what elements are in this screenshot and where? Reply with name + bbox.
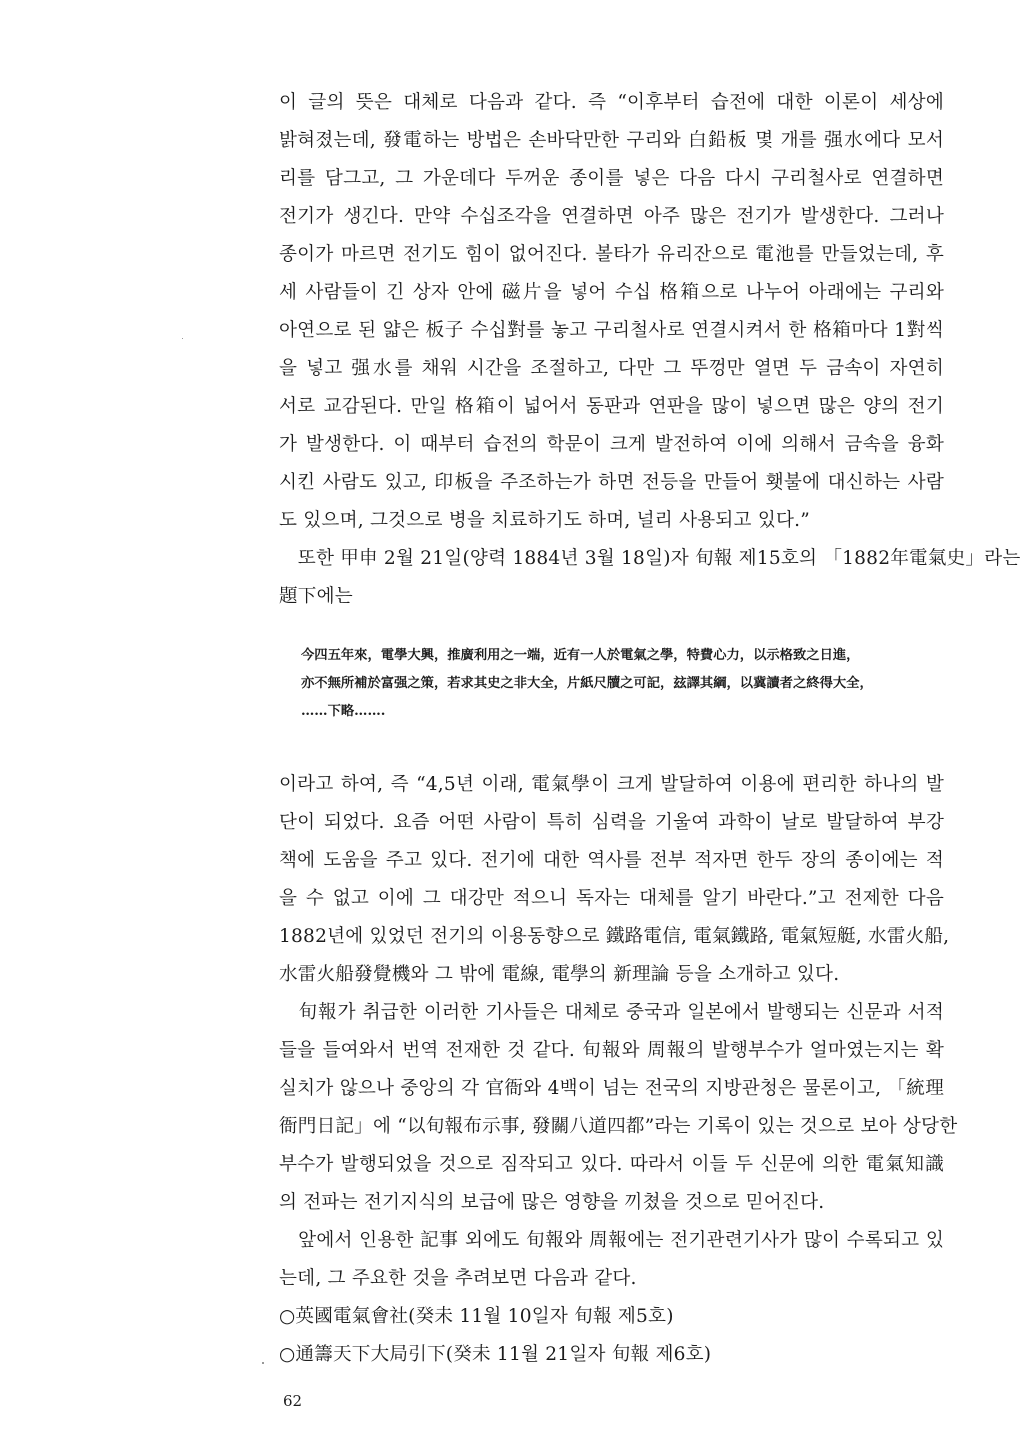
text-line: 부수가 발행되었을 것으로 짐작되고 있다. 따라서 이들 두 신문에 의한 電氣知識: [279, 1154, 944, 1175]
text-line: 들을 들여와서 번역 전재한 것 같다. 旬報와 周報의 발행부수가 얼마였는지는 확: [279, 1040, 944, 1061]
quote-line: 亦不無所補於富强之策，若求其史之非大全，片紙尺牘之可記，玆譯其綱，以冀讀者之終得大全，: [301, 676, 873, 691]
list-item: ○通籌天下大局引下(癸未 11월 21일자 旬報 제6호): [279, 1344, 712, 1365]
page-number: 62: [283, 1392, 303, 1410]
text-line: 책에 도움을 주고 있다. 전기에 대한 역사를 전부 적자면 한두 장의 종이에는 적: [279, 850, 944, 871]
text-line: 시킨 사람도 있고, 印板을 주조하는가 하면 전등을 만들어 횃불에 대신하는 사람: [279, 472, 944, 493]
text-line: 題下에는: [279, 586, 353, 607]
text-line: 앞에서 인용한 記事 외에도 旬報와 周報에는 전기관련기사가 많이 수록되고 있: [279, 1230, 944, 1251]
quote-line: ……下略…….: [301, 704, 386, 719]
text-line: 전기가 생긴다. 만약 수십조각을 연결하면 아주 많은 전기가 발생한다. 그러나: [279, 206, 944, 227]
text-line: 실치가 않으나 중앙의 각 官衙와 4백이 넘는 전국의 지방관청은 물론이고, 「統理: [279, 1078, 944, 1099]
text-line: 리를 담그고, 그 가운데다 두꺼운 종이를 넣은 다음 다시 구리철사로 연결하면: [279, 168, 944, 189]
text-line: 는데, 그 주요한 것을 추려보면 다음과 같다.: [279, 1268, 637, 1289]
text-line: 旬報가 취급한 이러한 기사들은 대체로 중국과 일본에서 발행되는 신문과 서적: [279, 1002, 944, 1023]
text-line: 가 발생한다. 이 때부터 습전의 학문이 크게 발전하여 이에 의해서 금속을 융화: [279, 434, 944, 455]
scan-speck: [182, 338, 183, 339]
text-line: 을 수 없고 이에 그 대강만 적으니 독자는 대체를 알기 바란다.”고 전제한 다음: [279, 888, 944, 909]
text-line: 도 있으며, 그것으로 병을 치료하기도 하며, 널리 사용되고 있다.”: [279, 510, 810, 531]
text-line: 1882년에 있었던 전기의 이용동향으로 鐵路電信, 電氣鐵路, 電氣短艇, 水雷火船,: [279, 926, 950, 947]
text-line: 이라고 하여, 즉 “4,5년 이래, 電氣學이 크게 발달하여 이용에 편리한 하나의 발: [279, 774, 944, 795]
text-line: 세 사람들이 긴 상자 안에 磁片을 넣어 수십 格箱으로 나누어 아래에는 구리와: [279, 282, 944, 303]
body-text-bottom: [279, 766, 958, 1374]
body-text-top: [279, 84, 1021, 616]
text-line: 단이 되었다. 요즘 어떤 사람이 특히 심력을 기울여 과학이 날로 발달하여 부강: [279, 812, 944, 833]
text-line: 이 글의 뜻은 대체로 다음과 같다. 즉 “이후부터 습전에 대한 이론이 세상에: [279, 92, 944, 113]
text-line: 水雷火船發覺機와 그 밖에 電線, 電學의 新理論 등을 소개하고 있다.: [279, 964, 840, 985]
text-line: 종이가 마르면 전기도 힘이 없어진다. 볼타가 유리잔으로 電池를 만들었는데, 후: [279, 244, 944, 265]
block-quote-hanmun: [301, 642, 941, 726]
scan-speck: [262, 1362, 264, 1364]
text-line: 또한 甲申 2월 21일(양력 1884년 3월 18일)자 旬報 제15호의 「1882年電氣史」라는: [279, 548, 1021, 569]
text-line: 밝혀졌는데, 發電하는 방법은 손바닥만한 구리와 白鉛板 몇 개를 强水에다 모서: [279, 130, 944, 151]
list-item: ○英國電氣會社(癸未 11월 10일자 旬報 제5호): [279, 1306, 674, 1327]
text-line: 의 전파는 전기지식의 보급에 많은 영향을 끼쳤을 것으로 믿어진다.: [279, 1192, 825, 1213]
text-line: 을 넣고 强水를 채워 시간을 조절하고, 다만 그 뚜껑만 열면 두 금속이 자연히: [279, 358, 944, 379]
text-line: 서로 교감된다. 만일 格箱이 넓어서 동판과 연판을 많이 넣으면 많은 양의 전기: [279, 396, 944, 417]
text-line: 衙門日記」에 “以旬報布示事, 發關八道四都”라는 기록이 있는 것으로 보아 상당한: [279, 1116, 958, 1137]
quote-line: 今四五年來，電學大興，推廣利用之一端，近有一人於電氣之學，特費心力，以示格致之日進，: [301, 648, 860, 663]
text-line: 아연으로 된 얇은 板子 수십對를 놓고 구리철사로 연결시켜서 한 格箱마다 1對씩: [279, 320, 944, 341]
